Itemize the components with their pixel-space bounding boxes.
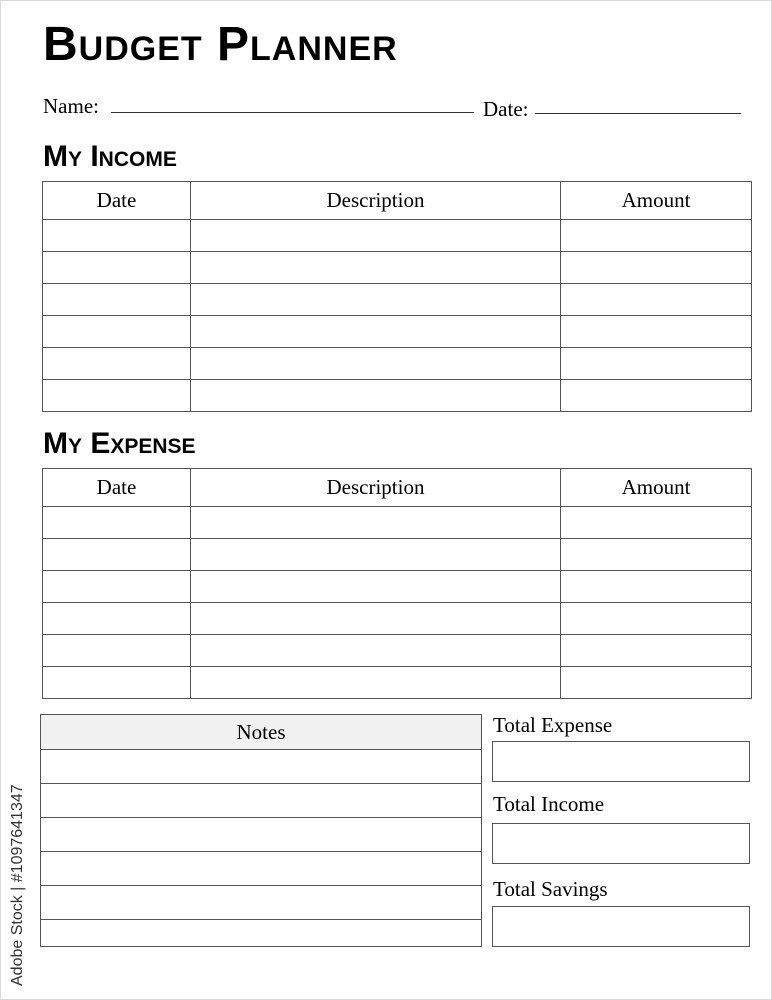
total-income-label: Total Income: [493, 792, 605, 816]
expense-date-cell[interactable]: [43, 667, 191, 699]
income-description-cell[interactable]: [191, 316, 561, 348]
note-line[interactable]: [41, 817, 481, 851]
table-row: [43, 348, 752, 380]
table-row: [43, 220, 752, 252]
income-date-cell[interactable]: [43, 348, 191, 380]
expense-col-description: Description: [191, 469, 561, 507]
total-income-box[interactable]: [492, 823, 750, 864]
income-amount-cell[interactable]: [561, 316, 752, 348]
income-amount-cell[interactable]: [561, 284, 752, 316]
page-title: Budget Planner: [43, 18, 398, 71]
expense-date-cell[interactable]: [43, 635, 191, 667]
table-row: [43, 380, 752, 412]
total-savings-label: Total Savings: [493, 877, 608, 901]
total-expense-box[interactable]: [492, 741, 750, 782]
income-section-title: My Income: [43, 140, 177, 173]
note-line[interactable]: [41, 919, 481, 953]
expense-description-cell[interactable]: [191, 539, 561, 571]
table-row: [43, 284, 752, 316]
table-row: [43, 539, 752, 571]
date-field[interactable]: [535, 113, 741, 114]
table-row: [43, 507, 752, 539]
expense-amount-cell[interactable]: [561, 507, 752, 539]
expense-amount-cell[interactable]: [561, 539, 752, 571]
note-line[interactable]: [41, 749, 481, 783]
income-amount-cell[interactable]: [561, 380, 752, 412]
expense-description-cell[interactable]: [191, 635, 561, 667]
name-field[interactable]: [111, 112, 474, 113]
expense-description-cell[interactable]: [191, 667, 561, 699]
expense-body: [43, 507, 752, 699]
income-header-row: [43, 182, 752, 220]
table-row: [43, 252, 752, 284]
expense-amount-cell[interactable]: [561, 635, 752, 667]
note-line[interactable]: [41, 783, 481, 817]
notes-box: [40, 714, 482, 947]
income-date-cell[interactable]: [43, 252, 191, 284]
expense-date-cell[interactable]: [43, 571, 191, 603]
income-amount-cell[interactable]: [561, 220, 752, 252]
name-label: Name:: [43, 94, 99, 118]
table-row: [43, 571, 752, 603]
income-description-cell[interactable]: [191, 284, 561, 316]
income-table: [42, 181, 752, 412]
income-description-cell[interactable]: [191, 348, 561, 380]
income-amount-cell[interactable]: [561, 252, 752, 284]
table-row: [43, 603, 752, 635]
income-date-cell[interactable]: [43, 284, 191, 316]
expense-date-cell[interactable]: [43, 603, 191, 635]
expense-header-row: [43, 469, 752, 507]
expense-description-cell[interactable]: [191, 603, 561, 635]
income-col-amount: Amount: [561, 182, 752, 220]
income-description-cell[interactable]: [191, 220, 561, 252]
table-row: [43, 316, 752, 348]
note-line[interactable]: [41, 851, 481, 885]
expense-date-cell[interactable]: [43, 539, 191, 571]
expense-col-amount: Amount: [561, 469, 752, 507]
income-description-cell[interactable]: [191, 252, 561, 284]
date-label: Date:: [483, 97, 529, 121]
income-body: [43, 220, 752, 412]
income-amount-cell[interactable]: [561, 348, 752, 380]
expense-description-cell[interactable]: [191, 571, 561, 603]
total-savings-box[interactable]: [492, 906, 750, 947]
income-description-cell[interactable]: [191, 380, 561, 412]
expense-section-title: My Expense: [43, 427, 196, 460]
expense-amount-cell[interactable]: [561, 603, 752, 635]
table-row: [43, 667, 752, 699]
income-col-date: Date: [43, 182, 191, 220]
stock-watermark-text: Adobe Stock | #1097641347: [9, 784, 26, 986]
income-col-description: Description: [191, 182, 561, 220]
expense-date-cell[interactable]: [43, 507, 191, 539]
total-expense-label: Total Expense: [493, 713, 613, 737]
income-date-cell[interactable]: [43, 316, 191, 348]
notes-header: Notes: [41, 715, 481, 749]
expense-col-date: Date: [43, 469, 191, 507]
expense-amount-cell[interactable]: [561, 667, 752, 699]
income-date-cell[interactable]: [43, 380, 191, 412]
income-date-cell[interactable]: [43, 220, 191, 252]
expense-amount-cell[interactable]: [561, 571, 752, 603]
expense-description-cell[interactable]: [191, 507, 561, 539]
note-line[interactable]: [41, 885, 481, 919]
table-row: [43, 635, 752, 667]
expense-table: [42, 468, 752, 699]
